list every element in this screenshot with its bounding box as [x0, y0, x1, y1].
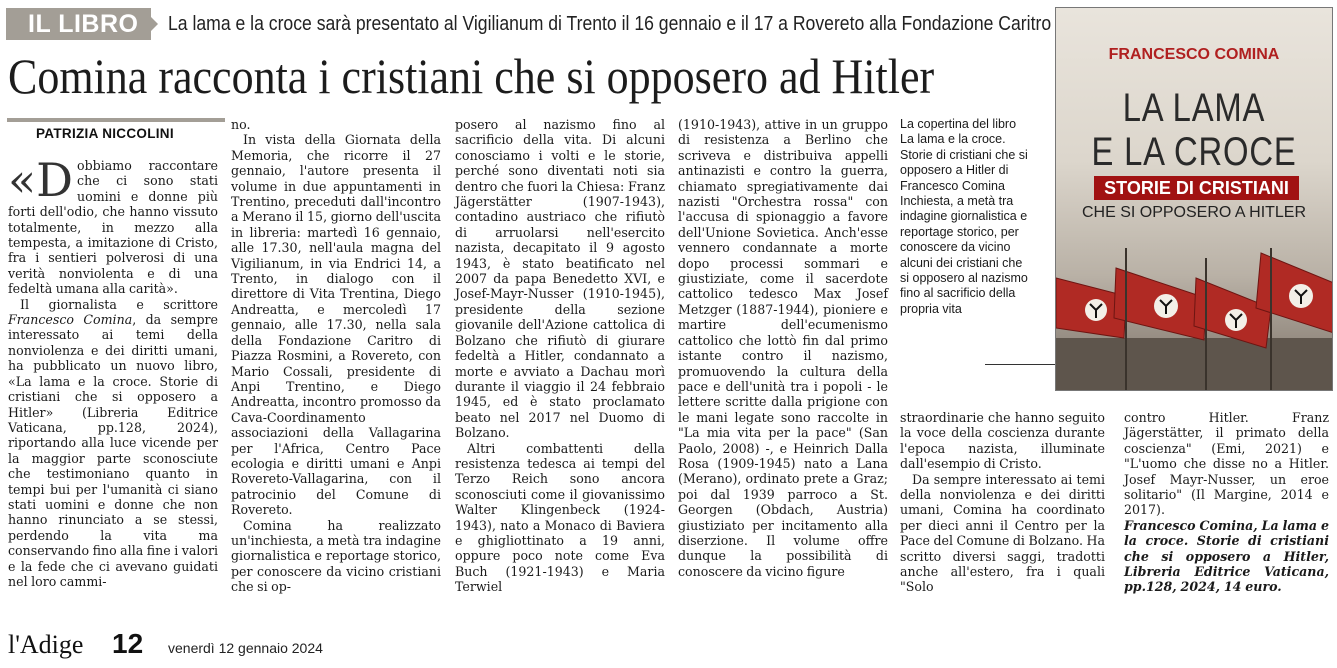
- column-5: [900, 410, 1105, 595]
- section-tag: IL LIBRO: [6, 8, 151, 40]
- paragraph: Comina ha realizzato un'inchiesta, a metà tra indagine giornalistica e reportage storico, per conoscere da vicino cristiani che si op-: [231, 517, 441, 595]
- newspaper-logo: l'Adige: [8, 630, 84, 659]
- headline: Comina racconta i cristiani che si opposero ad Hitler: [8, 48, 935, 104]
- section-tag-arrow-icon: [142, 8, 158, 40]
- paragraph: no.: [231, 117, 251, 132]
- issue-date: venerdì 12 gennaio 2024: [168, 640, 323, 656]
- cover-title-line-1: LA LAMA: [1122, 86, 1266, 130]
- column-1: [8, 153, 219, 589]
- paragraph: straordinarie che hanno seguito la voce della coscienza durante l'epoca nazista, illuminate dall'esempio di Cristo.: [900, 410, 1105, 472]
- cover-subtitle-band: STORIE DI CRISTIANI: [1094, 176, 1299, 200]
- page-number: 12: [112, 628, 144, 659]
- book-reference: Francesco Comina, La lama e la croce. Storie di cristiani che si opposero a Hitler, Libreria Editrice Vaticana, pp.128, 2024, 14 euro.: [1124, 517, 1329, 595]
- drop-cap: «D: [8, 153, 74, 207]
- paragraph: [8, 153, 218, 297]
- book-cover-image: [1055, 7, 1333, 391]
- column-3: [455, 117, 665, 595]
- paragraph: (1910-1943), attive in un gruppo di resistenza a Berlino che scriveva e distribuiva appelli antinazisti e contro la guerra, chiamato spregiativamente dai nazisti "Orchestra rossa" con l'accusa di spionaggio a favore dell'Unione Sovietica. Anch'esse vennero condannate a morte dopo processi sommari e giustiziate, come il sacerdote cattolico tedesco Max Josef Metzger (1887-1944), pioniere e martire dell'ecumenismo cattolico che lottò fin dal primo istante contro il nazismo, promuovendo la cultura della pace e dell'unità tra i popoli - le lettere scritte dalla prigione con le mani legate sono raccolte in "La mia vita per la pace" (San Paolo, 2008) -, e Heinrich Dalla Rosa (1909-1945) nato a Lana (Merano), ordinato prete a Graz; poi dal 1939 parroco a St. Georgen (Obdach, Austria) giustiziato per incitamento alla diserzione. Il volume offre dunque la possibilità di conoscere da vicino figure: [678, 117, 888, 579]
- paragraph-text: Il giornalista e scrittore: [20, 296, 218, 312]
- author-name: Francesco Comina: [8, 312, 133, 328]
- column-6: [1124, 410, 1329, 595]
- flags-illustration: [1056, 228, 1333, 391]
- cover-title-line-2: E LA CROCE: [1091, 130, 1297, 174]
- paragraph: [8, 297, 218, 590]
- cover-subtitle: CHE SI OPPOSERO A HITLER: [1081, 204, 1307, 221]
- column-4: [678, 117, 888, 579]
- paragraph: In vista della Giornata della Memoria, che ricorre il 27 gennaio, l'autore presenta il volume in due appuntamenti in Trentino, preceduti dall'incontro a Merano il 15, giorno dell'uscita in libreria: martedì 16 gennaio, alle 17.30, nell'aula magna del Vigilianum, in via Endrici 14, a Trento, in dialogo con il direttore di Vita Trentina, Diego Andreatta, e mercoledì 17 gennaio, alle 17.30, nella sala della Fondazione Caritro di Piazza Rosmini, a Rovereto, con Mario Cossali, presidente di Anpi Trentino, e Diego Andreatta, incontro promosso da Cava-Coordinamento associazioni della Vallagarina per l'Africa, Centro Pace ecologia e diritti umani e Anpi Rovereto-Vallagarina, con il patrocinio del Comune di Rovereto.: [231, 132, 441, 518]
- paragraph: contro Hitler. Franz Jägerstätter, il primato della coscienza" (Emi, 2021) e "L'uomo che disse no a Hitler. Josef Mayr-Nusser, un eroe solitario" (Il Margine, 2014 e 2017).: [1124, 410, 1329, 518]
- paragraph-text: obbiamo raccontare che ci sono stati uomini e donne più forti dell'odio, che hanno vissuto totalmente, in mezzo alla tempesta, a imitazione di Cristo, fra i sentieri polverosi di una verità nonviolenta e di una fedeltà umana alla carità».: [8, 158, 218, 297]
- paragraph-text: , da sempre interessato ai temi della nonviolenza e dei diritti umani, ha pubblicato un nuovo libro, «La lama e la croce. Storie di cristiani che si opposero a Hitler» (Libreria Editrice Vaticana, pp.128, 2024), riportando alla luce vicende per la maggior parte sconosciute che testimoniano quanto in tempi bui per l'umanità ci siano stati uomini e donne che non hanno rinunciato a se stessi, perdendo la vita ma conservando fino alla fine i valori e la fede che ci avevano guidati nel loro cammi-: [8, 312, 219, 589]
- byline: PATRIZIA NICCOLINI: [36, 126, 174, 141]
- kicker: La lama e la croce sarà presentato al Vigilianum di Trento il 16 gennaio e il 17 a Rovereto alla Fondazione Caritro: [168, 13, 1052, 35]
- author-rule: [7, 118, 225, 122]
- caption-leader-line: [985, 364, 1055, 365]
- paragraph: posero al nazismo fino al sacrificio della vita. Di alcuni conosciamo i volti e le storie, perché sono diventati noti sia dentro che fuori la Chiesa: Franz Jägerstätter (1907-1943), contadino austriaco che rifiutò di arruolarsi nell'esercito nazista, decapitato il 9 agosto 1943, è stato beatificato nel 2007 da papa Benedetto XVI, e Josef-Mayr-Nusser (1910-1945), presidente della sezione giovanile dell'Azione cattolica di Bolzano che rifiutò di giurare fedeltà a Hitler, condannato a morte e avviato a Dachau morì durante il viaggio il 24 febbraio 1945, ed è stato proclamato beato nel 2017 nel Duomo di Bolzano.: [455, 117, 665, 441]
- paragraph: Altri combattenti della resistenza tedesca ai tempi del Terzo Reich sono ancora sconosciuti come il giovanissimo Walter Klingenbeck (1924-1943), nato a Monaco di Baviera e ghigliottinato a 19 anni, oppure poco note come Eva Buch (1921-1943) e Maria Terwiel: [455, 440, 665, 595]
- cover-caption: La copertina del libro La lama e la croce. Storie di cristiani che si opposero a Hitler di Francesco Comina Inchiesta, a metà tra indagine giornalistica e reportage storico, per conoscere da vicino alcuni dei cristiani che si opposero al nazismo fino al sacrificio della propria vita: [900, 117, 1028, 316]
- cover-author: FRANCESCO COMINA: [1108, 46, 1280, 63]
- paragraph: Da sempre interessato ai temi della nonviolenza e dei diritti umani, Comina ha coordinato per dieci anni il Centro per la Pace del Comune di Bolzano. Ha scritto diversi saggi, tradotti anche all'estero, fra i quali "Solo: [900, 471, 1105, 595]
- column-2: [231, 117, 441, 595]
